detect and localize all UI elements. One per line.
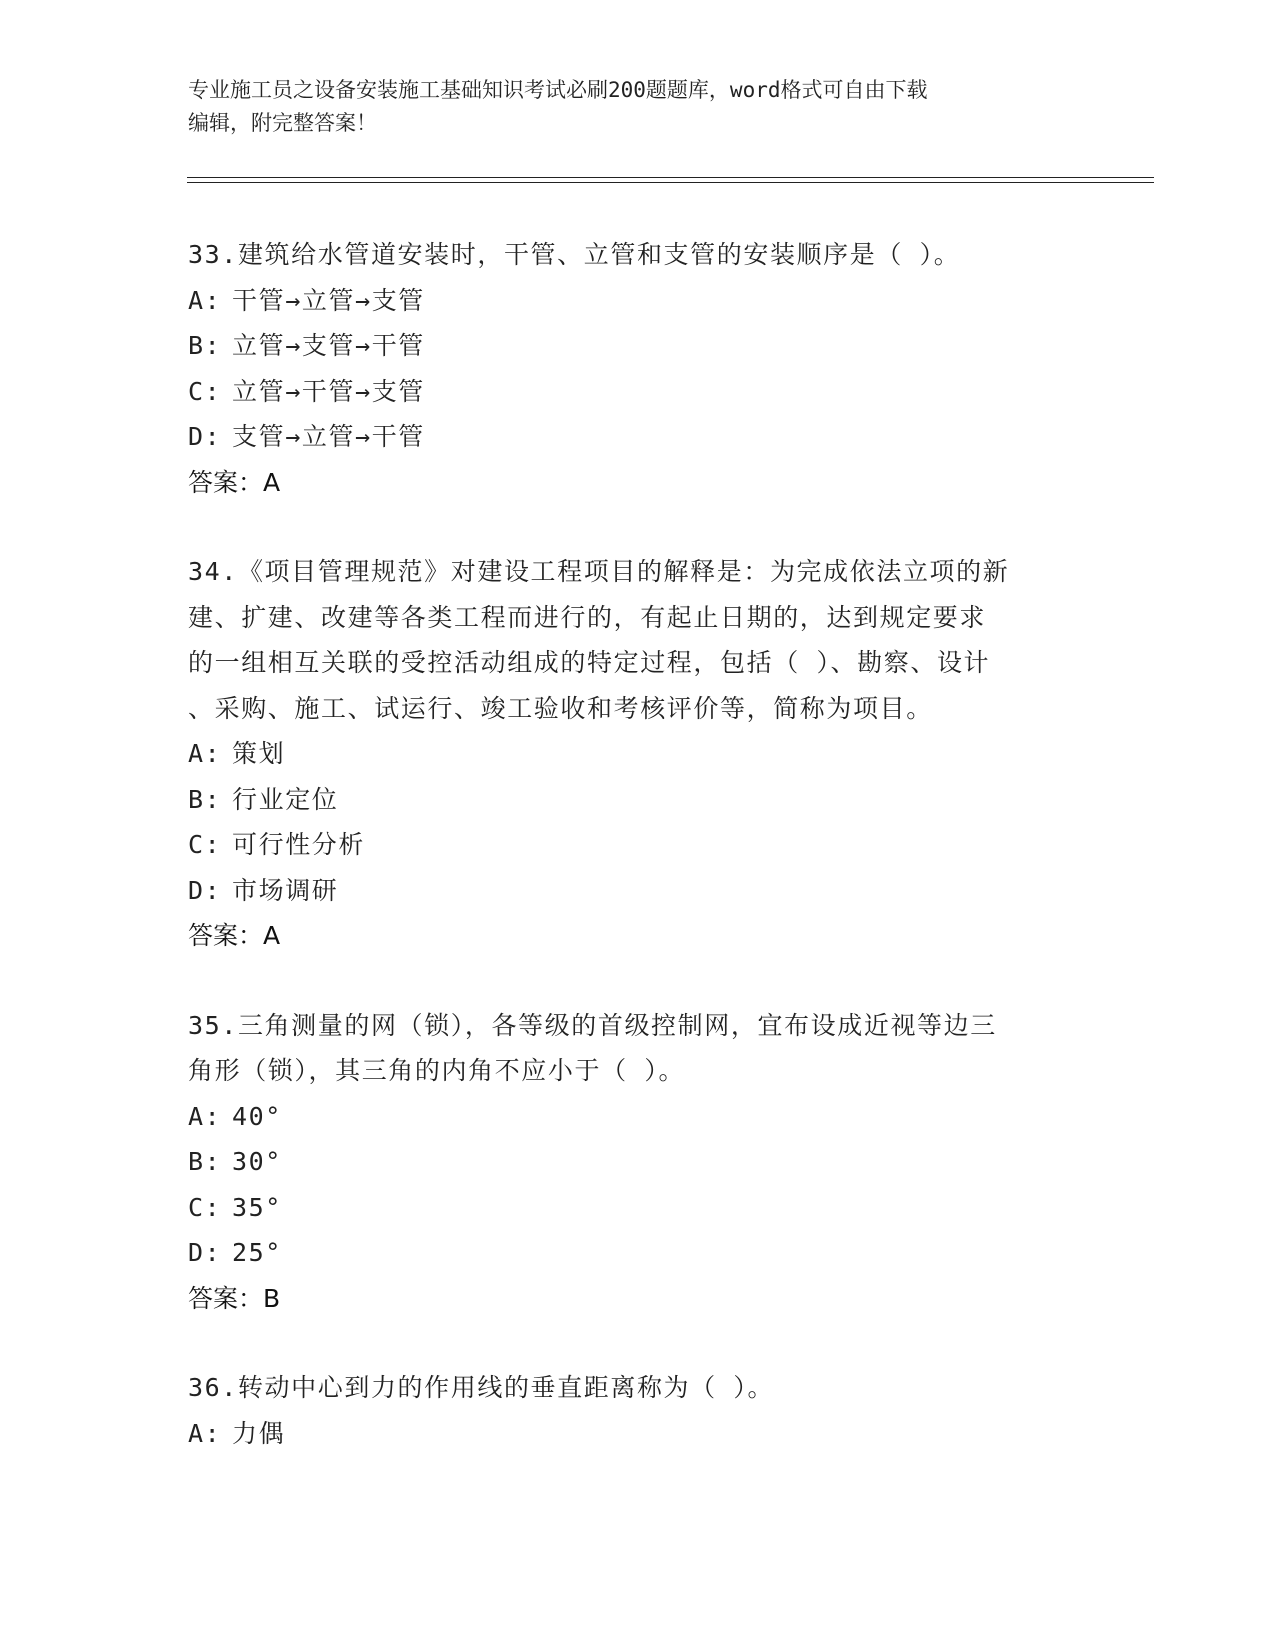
option-b <box>188 1139 1088 1185</box>
option-text: 力偶 <box>232 1418 286 1448</box>
option-d <box>188 414 1088 460</box>
question-stem-line: 35.三角测量的网（锁），各等级的首级控制网，宜布设成近视等边三 <box>188 1010 997 1040</box>
option-label: A: <box>188 739 222 768</box>
option-text: 干管→立管→支管 <box>232 285 425 315</box>
answer-text: 答案：A <box>188 467 281 497</box>
option-c <box>188 369 1088 415</box>
option-text: 25° <box>232 1238 282 1267</box>
option-label: C: <box>188 376 222 406</box>
question-stem-line: 34.《项目管理规范》对建设工程项目的解释是：为完成依法立项的新 <box>188 557 1010 586</box>
header-title-line-1: 专业施工员之设备安装施工基础知识考试必刷200题题库，word格式可自由下载 <box>188 78 928 102</box>
question-33 <box>188 232 1088 505</box>
document-header <box>188 74 1068 140</box>
option-label: A: <box>188 1101 222 1131</box>
question-34 <box>188 549 1088 959</box>
option-b <box>188 777 1088 823</box>
answer-text: 答案：B <box>188 1283 281 1313</box>
question-stem-line: 建、扩建、改建等各类工程而进行的，有起止日期的，达到规定要求 <box>188 602 987 632</box>
option-text: 40° <box>232 1101 282 1131</box>
option-label: A: <box>188 1418 222 1448</box>
question-35 <box>188 1003 1088 1322</box>
option-label: D: <box>188 1238 222 1267</box>
option-a <box>188 731 1088 777</box>
option-a <box>188 278 1088 324</box>
option-label: C: <box>188 1192 222 1222</box>
option-text: 35° <box>232 1192 282 1222</box>
option-label: B: <box>188 331 222 360</box>
option-label: D: <box>188 422 222 451</box>
option-text: 行业定位 <box>232 784 339 814</box>
option-d <box>188 1230 1088 1276</box>
option-label: B: <box>188 1147 222 1176</box>
question-stem-line: 、采购、施工、试运行、竣工验收和考核评价等，简称为项目。 <box>188 693 933 723</box>
option-text: 支管→立管→干管 <box>232 422 425 451</box>
question-stem-line: 36.转动中心到力的作用线的垂直距离称为（ ）。 <box>188 1373 775 1402</box>
option-text: 立管→支管→干管 <box>232 331 425 360</box>
option-c <box>188 822 1088 868</box>
question-36 <box>188 1365 1088 1456</box>
header-divider-bottom <box>187 182 1154 183</box>
option-a <box>188 1411 1088 1457</box>
option-b <box>188 323 1088 369</box>
option-text: 策划 <box>232 739 286 768</box>
header-divider-top <box>187 177 1154 178</box>
question-stem-line: 角形（锁），其三角的内角不应小于（ ）。 <box>188 1056 686 1085</box>
question-list <box>188 232 1088 1500</box>
option-text: 立管→干管→支管 <box>232 376 425 406</box>
question-stem-line: 33.建筑给水管道安装时，干管、立管和支管的安装顺序是（ ）。 <box>188 240 961 269</box>
option-label: C: <box>188 830 222 859</box>
option-text: 可行性分析 <box>232 830 366 859</box>
option-label: A: <box>188 285 222 315</box>
option-d <box>188 868 1088 914</box>
option-text: 30° <box>232 1147 282 1176</box>
question-stem-line: 的一组相互关联的受控活动组成的特定过程，包括（ ）、勘察、设计 <box>188 648 991 677</box>
header-title-line-2: 编辑，附完整答案！ <box>188 111 377 135</box>
option-label: B: <box>188 784 222 814</box>
option-c <box>188 1185 1088 1231</box>
answer-text: 答案：A <box>188 921 281 950</box>
option-a <box>188 1094 1088 1140</box>
option-text: 市场调研 <box>232 875 339 905</box>
option-label: D: <box>188 875 222 905</box>
